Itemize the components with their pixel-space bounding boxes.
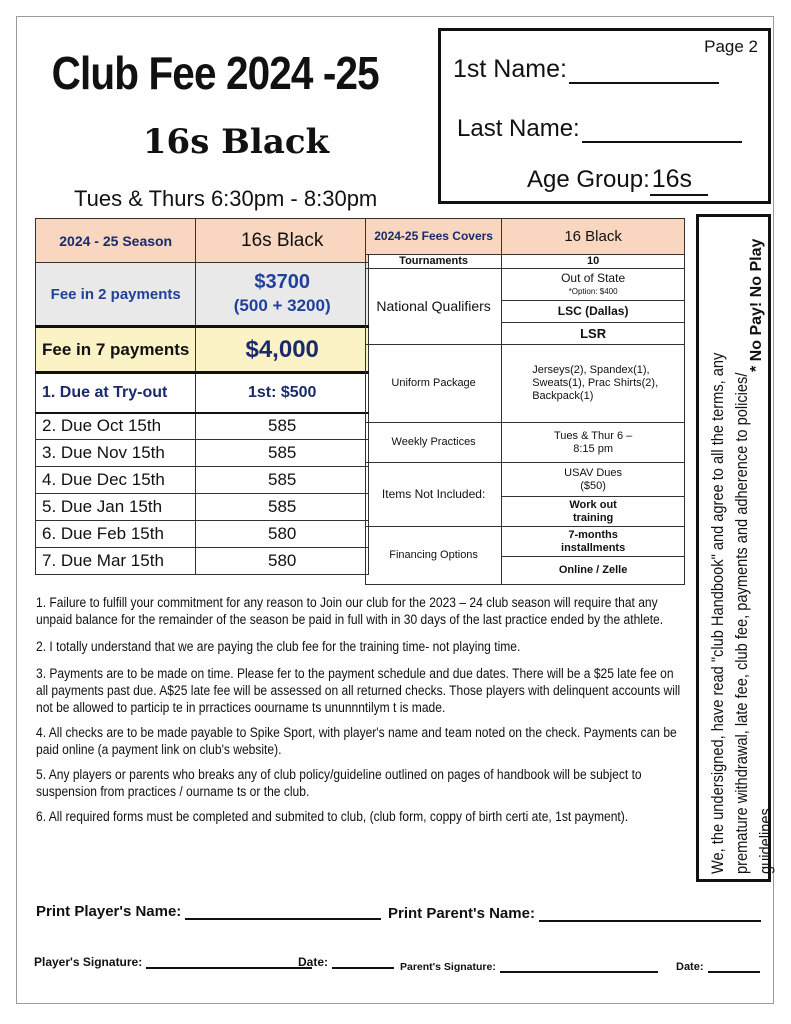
date-label: Date: <box>676 961 704 973</box>
due-label: 4. Due Dec 15th <box>36 467 196 494</box>
terms-list <box>36 594 686 833</box>
fee-table-header <box>36 219 369 263</box>
page-title: Club Fee 2024 -25 <box>51 47 379 99</box>
parent-name-row <box>388 904 761 922</box>
parent-signature-row <box>400 955 658 973</box>
practice-schedule: Tues & Thurs 6:30pm - 8:30pm <box>74 186 378 211</box>
due-amount: 1st: $500 <box>196 373 369 413</box>
table-row <box>366 255 685 269</box>
player-name-label: Print Player's Name: <box>36 903 182 920</box>
term-item: 4. All checks are to be made payable to Spike Sport, with player's name and team noted on the check. Payments can be paid online (a payment link on club's website). <box>36 725 677 757</box>
two-payments-label: Fee in 2 payments <box>36 263 196 327</box>
table-row <box>366 463 685 497</box>
name-box <box>438 28 771 204</box>
first-name-field[interactable] <box>569 60 719 84</box>
usav-dues: USAV Dues ($50) <box>502 463 685 497</box>
two-payments-amount <box>196 263 369 327</box>
two-payments-split: (500 + 3200) <box>233 296 331 315</box>
table-row <box>36 467 369 494</box>
out-of-state-option: *Option: $400 <box>568 286 618 296</box>
page-number: Page 2 <box>704 37 758 56</box>
term-item: 2. I totally understand that we are paying the club fee for the training time- not playing time. <box>36 639 521 654</box>
table-row <box>36 440 369 467</box>
team-header: 16s Black <box>196 219 369 263</box>
due-amount: 580 <box>196 548 369 575</box>
season-header: 2024 - 25 Season <box>36 219 196 263</box>
due-amount: 585 <box>196 413 369 440</box>
due-label: 1. Due at Try-out <box>36 373 196 413</box>
lsc-dallas: LSC (Dallas) <box>502 301 685 323</box>
weekly-practices-value: Tues & Thur 6 – 8:15 pm <box>502 423 685 463</box>
due-label: 6. Due Feb 15th <box>36 521 196 548</box>
uniform-package-label: Uniform Package <box>366 345 502 423</box>
parent-date-field[interactable] <box>708 955 760 973</box>
installments: 7-months installments <box>502 527 685 557</box>
table-row <box>36 494 369 521</box>
due-label: 5. Due Jan 15th <box>36 494 196 521</box>
player-date-field[interactable] <box>332 951 394 969</box>
player-signature-label: Player's Signature: <box>34 955 143 969</box>
due-amount: 580 <box>196 521 369 548</box>
lsr: LSR <box>502 323 685 345</box>
table-row <box>36 413 369 440</box>
due-amount: 585 <box>196 494 369 521</box>
uniform-package-items: Jerseys(2), Spandex(1), Sweats(1), Prac Shirts(2), Backpack(1) <box>502 345 685 423</box>
age-group-row <box>527 165 708 196</box>
table-row <box>366 423 685 463</box>
last-name-label: Last Name: <box>457 115 580 142</box>
due-label: 2. Due Oct 15th <box>36 413 196 440</box>
items-not-included-label: Items Not Included: <box>366 463 502 527</box>
due-amount: 585 <box>196 467 369 494</box>
national-qualifiers-label: National Qualifiers <box>366 269 502 345</box>
online-zelle: Online / Zelle <box>502 557 685 585</box>
date-row-parent <box>676 955 760 973</box>
parent-name-field[interactable] <box>539 904 761 922</box>
table-row <box>36 373 369 413</box>
parent-name-label: Print Parent's Name: <box>388 905 535 922</box>
table-row <box>366 345 685 423</box>
date-row-player <box>298 951 394 969</box>
parent-signature-label: Parent's Signature: <box>400 961 496 973</box>
fee-table <box>35 218 369 575</box>
first-name-row <box>453 55 719 84</box>
tournaments-value: 10 <box>502 255 685 269</box>
covers-header <box>366 219 685 255</box>
term-item: 6. All required forms must be completed and submited to club, (club form, coppy of birth certi ate, 1st payment). <box>36 809 629 824</box>
player-signature-row <box>34 951 312 969</box>
two-payments-row <box>36 263 369 327</box>
term-item: 1. Failure to fulfill your commitment for any reason to Join our club for the 2023 – 24 club season will require that any unpaid balance for the remainder of the season be paid in full with in 30 days of the last practice ended by the athlete. <box>36 595 664 627</box>
agreement-text: We, the undersigned, have read "club Handbook" and agree to all the terms, any premature withdrawal, late fee, club fee, payments and adherence to policies/ guidelines. <box>708 352 775 875</box>
team-name: 16s Black <box>142 122 330 162</box>
no-pay-no-play: * No Pay! No Play <box>748 238 765 372</box>
player-signature-field[interactable] <box>146 951 312 969</box>
weekly-practices-label: Weekly Practices <box>366 423 502 463</box>
term-item: 3. Payments are to be made on time. Please fer to the payment schedule and due dates. There will be a $25 late fee on all payments past due. A$25 late fee will be assessed on all returned checks. Those players with delinquent accounts will not be allowed to particip te in prractices oourname ts ununnntilym t is made. <box>36 666 681 715</box>
last-name-field[interactable] <box>582 119 742 143</box>
fees-covers-table <box>365 218 685 585</box>
two-payments-total: $3700 <box>254 271 310 293</box>
due-label: 7. Due Mar 15th <box>36 548 196 575</box>
first-name-label: 1st Name: <box>453 55 567 83</box>
covers-header-label: 2024-25 Fees Covers <box>366 219 502 255</box>
table-row <box>36 548 369 575</box>
due-amount: 585 <box>196 440 369 467</box>
date-label: Date: <box>298 955 329 969</box>
last-name-row <box>457 115 742 143</box>
due-label: 3. Due Nov 15th <box>36 440 196 467</box>
seven-payments-row <box>36 327 369 373</box>
financing-options-label: Financing Options <box>366 527 502 585</box>
covers-header-team: 16 Black <box>502 219 685 255</box>
seven-payments-label: Fee in 7 payments <box>36 327 196 373</box>
seven-payments-amount: $4,000 <box>196 327 369 373</box>
table-row <box>366 269 685 301</box>
age-group-label: Age Group: <box>527 166 650 193</box>
age-group-field[interactable]: 16s <box>650 165 708 196</box>
table-row <box>366 527 685 557</box>
out-of-state-cell <box>502 269 685 301</box>
out-of-state: Out of State <box>561 270 626 285</box>
player-name-field[interactable] <box>185 902 381 920</box>
parent-signature-field[interactable] <box>500 955 658 973</box>
term-item: 5. Any players or parents who breaks any of club policy/guideline outlined on pages of handbook will be subject to suspension from practices / ourname ts or the club. <box>36 767 642 799</box>
table-row <box>36 521 369 548</box>
tournaments-label: Tournaments <box>366 255 502 269</box>
player-name-row <box>36 902 381 920</box>
workout-training: Work out training <box>502 497 685 527</box>
